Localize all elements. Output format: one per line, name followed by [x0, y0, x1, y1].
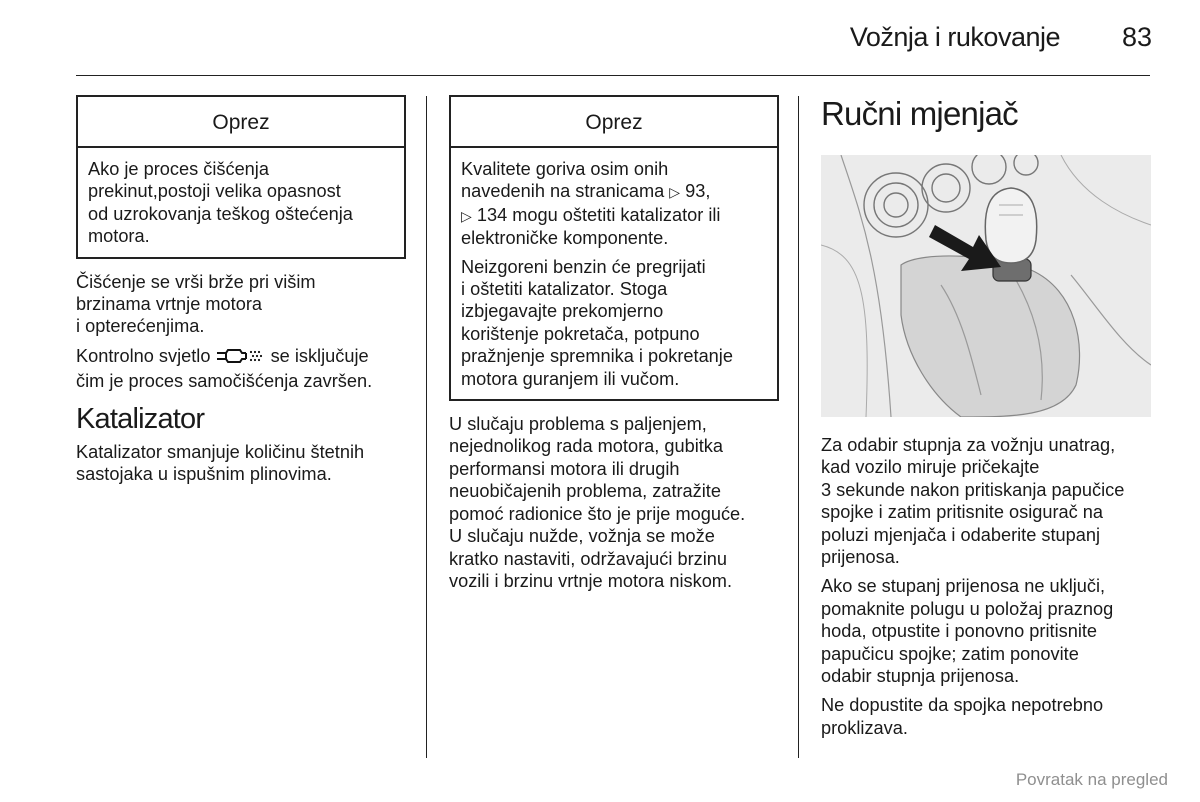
section-title: Vožnja i rukovanje [849, 22, 1060, 52]
column-left [76, 95, 406, 492]
caution-heading: Oprez [78, 97, 404, 148]
paragraph [76, 345, 406, 393]
caution-text: Ako je proces čišćenja prekinut,postoji velika opasnost od uzrokovanja teškog oštećenja motora. [88, 159, 353, 247]
page-reference-link[interactable]: 134 mogu oštetiti katalizator ili elektroničke komponente. [461, 204, 721, 249]
paragraph-text: se isključuje čim je proces samočišćenja završen. [76, 345, 373, 392]
caution-body [451, 148, 777, 399]
column-right [821, 95, 1151, 746]
caution-text: Neizgoreni benzin će pregrijati i oštetiti katalizator. Stoga izbjegavajte prekomjerno korištenje pokretača, potpuno pražnjenje spremnika i pokretanje motora guranjem ili vučom. [461, 256, 733, 389]
paragraph: Ne dopustite da spojka nepotrebno proklizava. [821, 695, 1104, 738]
caution-box [76, 95, 406, 259]
column-divider [426, 96, 427, 758]
caution-text [461, 158, 767, 250]
caution-body [78, 148, 404, 257]
paragraph: Katalizator smanjuje količinu štetnih sastojaka u ispušnim plinovima. [76, 441, 365, 485]
back-to-overview-link[interactable]: Povratak na pregled [1015, 770, 1168, 789]
column-middle [449, 95, 779, 599]
page-reference-arrow-icon: ▷ [461, 207, 472, 224]
page-reference-link[interactable]: 93, [685, 181, 711, 202]
caution-box [449, 95, 779, 401]
paragraph-text: Kontrolno svjetlo [76, 345, 216, 366]
caution-heading: Oprez [451, 97, 777, 148]
header-divider [76, 75, 1150, 76]
gear-lever-image [821, 155, 1151, 417]
gear-shift-illustration [821, 155, 1151, 417]
paragraph: U slučaju problema s paljenjem, nejednolikog rada motora, gubitka performansi motora ili drugih neuobičajenih problema, zatražite pomoć radionice što je prije moguće. U slučaju nužde, vožnja se može kratko nastaviti, održavajući brzinu vozili i brzinu vrtnje motora niskom. [449, 414, 746, 591]
paragraph: Ako se stupanj prijenosa ne uključi, pomaknite polugu u položaj praznog hoda, otpustite i ponovno pritisnite papučicu spojke; zatim ponovite odabir stupnja prijenosa. [821, 576, 1114, 687]
page-reference-arrow-icon: ▷ [669, 184, 681, 201]
page-number: 83 [1121, 22, 1152, 52]
paragraph: Za odabir stupnja za vožnju unatrag, kad vozilo miruje pričekajte 3 sekunde nakon pritiskanja papučice spojke i zatim pritisnite osigurač na poluzi mjenjača i odaberite stupanj prijenosa. [821, 435, 1125, 568]
catalytic-converter-warning-icon [216, 347, 266, 370]
section-heading-rucni-mjenjac: Ručni mjenjač [821, 95, 1018, 132]
paragraph: Čišćenje se vrši brže pri višim brzinama vrtnje motora i opterećenjima. [76, 271, 316, 337]
caution-text-part: Kvalitete goriva osim onih navedenih na stranicama [461, 159, 669, 202]
section-heading-katalizator: Katalizator [76, 402, 205, 435]
column-divider [798, 96, 799, 758]
